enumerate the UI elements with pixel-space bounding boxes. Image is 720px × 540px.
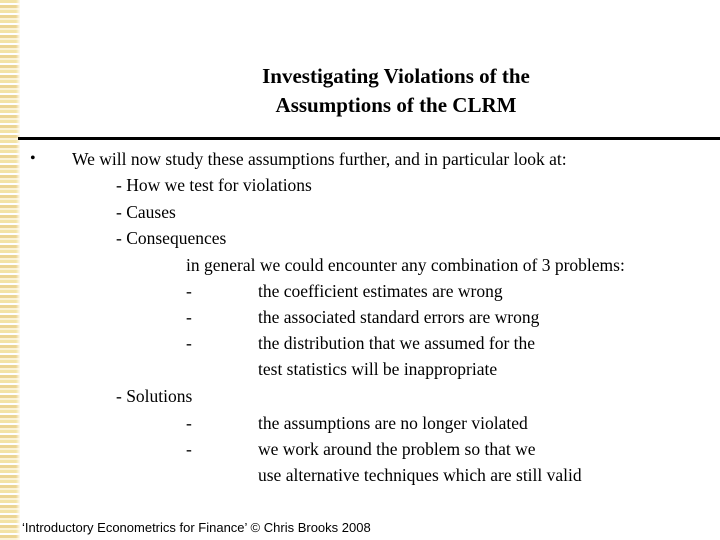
title-divider (18, 137, 720, 140)
item-consequences: - Consequences (116, 228, 227, 248)
in-general-text: in general we could encounter any combination of 3 problems: (186, 255, 625, 275)
title-line-2: Assumptions of the CLRM (275, 93, 517, 117)
bullet-marker: • (30, 150, 36, 167)
solution-2-line-1: we work around the problem so that we (258, 439, 536, 459)
solution-1: the assumptions are no longer violated (258, 413, 528, 433)
solution-2-line-2: use alternative techniques which are still valid (258, 465, 582, 485)
decorative-side-stripe (0, 0, 20, 540)
dash-problem-1: - (186, 281, 192, 301)
slide-footer: ‘Introductory Econometrics for Finance’ © Chris Brooks 2008 (22, 520, 371, 535)
dash-solution-1: - (186, 413, 192, 433)
item-causes: - Causes (116, 202, 176, 222)
problem-1: the coefficient estimates are wrong (258, 281, 503, 301)
dash-problem-3: - (186, 333, 192, 353)
problem-3-line-1: the distribution that we assumed for the (258, 333, 536, 353)
dash-solution-2: - (186, 439, 192, 459)
intro-text: We will now study these assumptions further, and in particular look at: (72, 149, 567, 169)
item-solutions: - Solutions (116, 386, 193, 406)
problem-2: the associated standard errors are wrong (258, 307, 540, 327)
title-line-1: Investigating Violations of the (262, 64, 530, 88)
dash-problem-2: - (186, 307, 192, 327)
item-test: - How we test for violations (116, 175, 312, 195)
problem-3-line-2: test statistics will be inappropriate (258, 359, 498, 379)
slide-title (130, 62, 662, 120)
